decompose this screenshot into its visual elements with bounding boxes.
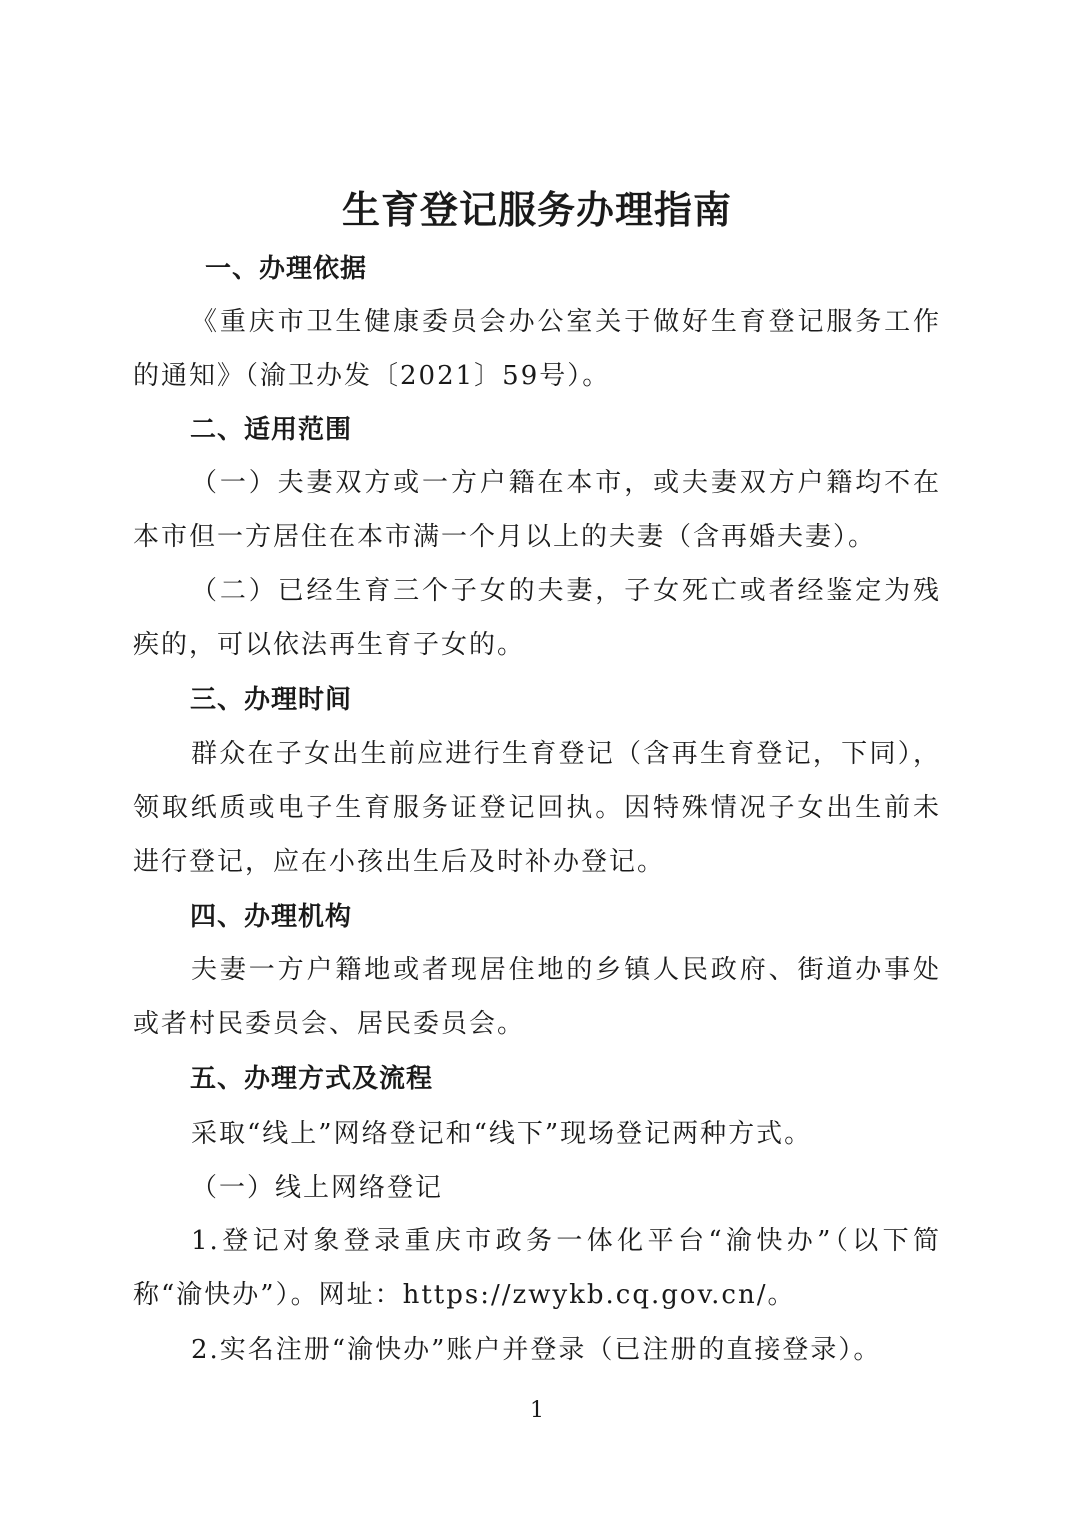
section-heading-basis: 一、办理依据 <box>205 254 368 284</box>
paragraph-scope-2: （二）已经生育三个子女的夫妻，子女死亡或者经鉴定为残疾的，可以依法再生育子女的。 <box>133 576 941 660</box>
section-heading-scope: 二、适用范围 <box>190 415 353 445</box>
section-heading-agency: 四、办理机构 <box>190 902 353 932</box>
paragraph-step-1: 1.登记对象登录重庆市政务一体化平台“渝快办”（以下简称“渝快办”）。网址：https://zwykb.cq.gov.cn/。 <box>133 1226 941 1310</box>
section-heading-process: 五、办理方式及流程 <box>190 1064 434 1094</box>
page-number: 1 <box>530 1398 544 1423</box>
subheading-online-registration: （一）线上网络登记 <box>191 1173 444 1203</box>
paragraph-basis: 《重庆市卫生健康委员会办公室关于做好生育登记服务工作的通知》（渝卫办发〔2021〕59号）。 <box>133 307 941 391</box>
document-title: 生育登记服务办理指南 <box>341 188 732 232</box>
paragraph-agency: 夫妻一方户籍地或者现居住地的乡镇人民政府、街道办事处或者村民委员会、居民委员会。 <box>133 955 941 1039</box>
paragraph-time: 群众在子女出生前应进行生育登记（含再生育登记，下同），领取纸质或电子生育服务证登记回执。因特殊情况子女出生前未进行登记，应在小孩出生后及时补办登记。 <box>133 739 941 877</box>
paragraph-process-methods: 采取“线上”网络登记和“线下”现场登记两种方式。 <box>191 1119 813 1149</box>
paragraph-scope-1: （一）夫妻双方或一方户籍在本市，或夫妻双方户籍均不在本市但一方居住在本市满一个月以上的夫妻（含再婚夫妻）。 <box>133 468 941 552</box>
section-heading-time: 三、办理时间 <box>190 685 353 715</box>
paragraph-step-2: 2.实名注册“渝快办”账户并登录（已注册的直接登录）。 <box>191 1335 882 1365</box>
